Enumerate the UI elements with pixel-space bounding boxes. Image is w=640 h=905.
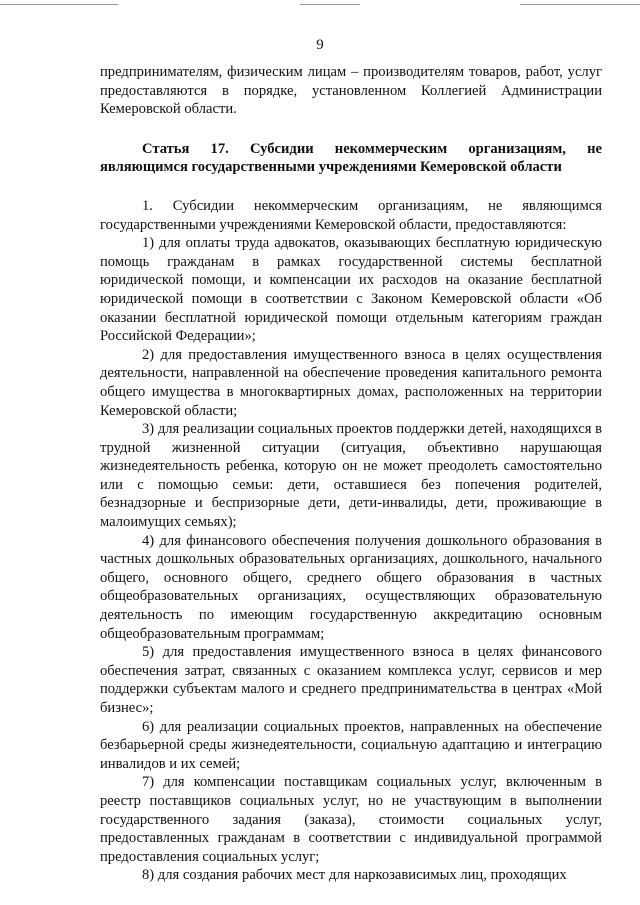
scan-edge-line-mid: [300, 4, 360, 5]
scan-edge-line-left: [0, 4, 118, 5]
article-item-8: 8) для создания рабочих мест для наркозависимых лиц, проходящих: [142, 867, 567, 884]
article-item-3: 3) для реализации социальных проектов поддержки детей, находящихся в трудной жизненной ситуации (ситуация, объективно нарушающая жизнедеятельность ребенка, которую он не может преодолеть самостоятельно или с помощью семьи: дети, оставшиеся без попечения родителей, безнадзорные и беспризорные дети, дети-инвалиды, дети, проживающие в малоимущих семьях);: [100, 421, 602, 531]
scan-edge-line-right: [520, 4, 640, 5]
article-item-5: 5) для предоставления имущественного взноса в целях финансового обеспечения затрат, связанных с оказанием комплекса услуг, сервисов и мер поддержки субъектам малого и среднего предпринимательства в центрах «Мой бизнес»;: [100, 644, 602, 716]
article-item-4: 4) для финансового обеспечения получения дошкольного образования в частных дошкольных образовательных организациях, дошкольного, начального общего, основного общего, среднего общего образования в частных общеобразовательных организациях, осуществляющих образовательную деятельность по имеющим государственную аккредитацию основным общеобразовательным программам;: [100, 532, 602, 642]
article-paragraph-1: 1. Субсидии некоммерческим организациям, не являющимся государственными учреждениями Кемеровской области, предоставляются:: [100, 197, 602, 233]
intro-paragraph: предпринимателям, физическим лицам – производителям товаров, работ, услуг предоставляются в порядке, установленном Коллегией Администрации Кемеровской области.: [100, 64, 602, 118]
document-body: [100, 63, 602, 885]
article-item-2: 2) для предоставления имущественного взноса в целях осуществления деятельности, направленной на обеспечение проведения капитального ремонта общего имущества в многоквартирных домах, расположенных на территории Кемеровской области;: [100, 346, 602, 419]
article-item-1: 1) для оплаты труда адвокатов, оказывающих бесплатную юридическую помощь гражданам в рамках государственной системы бесплатной юридической помощи, и компенсации их расходов на оказание бесплатной юридической помощи в соответствии с Законом Кемеровской области «Об оказании бесплатной юридической помощи отдельным категориям граждан Российской Федерации»;: [100, 235, 602, 345]
article-item-7: 7) для компенсации поставщикам социальных услуг, включенным в реестр поставщиков социальных услуг, но не участвующим в выполнении государственного задания (заказа), стоимости социальных услуг, предоставленных гражданам в соответствии с индивидуальной программой предоставления социальных услуг;: [100, 774, 602, 865]
article-item-6: 6) для реализации социальных проектов, направленных на обеспечение безбарьерной среды жизнедеятельности, социальную адаптацию и интеграцию инвалидов и их семей;: [100, 718, 602, 772]
page-number: 9: [316, 37, 324, 53]
article-heading: Статья 17. Субсидии некоммерческим организациям, не являющимся государственными учреждениями Кемеровской области: [100, 140, 602, 176]
